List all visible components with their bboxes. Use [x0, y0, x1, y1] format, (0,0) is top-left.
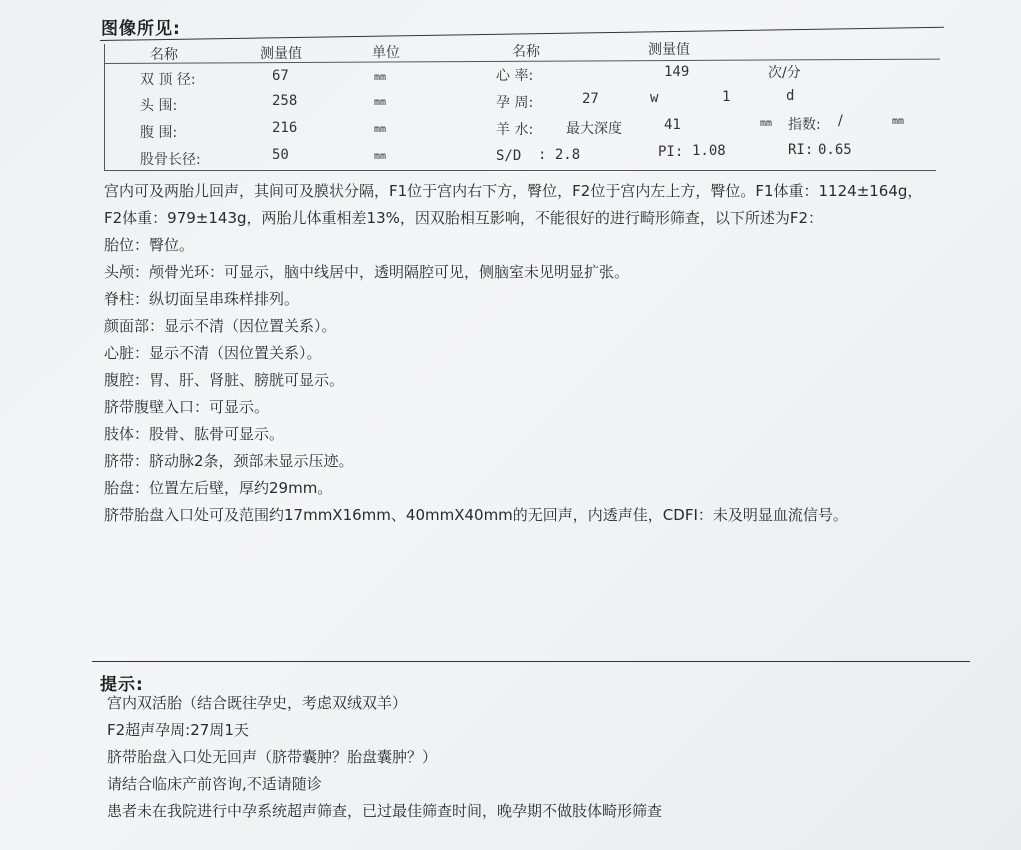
findings-title: 图像所见:	[101, 19, 181, 39]
tip-line: 请结合临床产前咨询,不适请随诊	[107, 775, 322, 793]
limb-findings: 肢体：股骨、肱骨可显示。	[104, 425, 285, 443]
head-circ-label: 头 围:	[140, 98, 178, 114]
heart-rate-unit: 次/分	[768, 65, 801, 81]
header-left-value: 测量值	[260, 46, 302, 62]
title-rule	[100, 27, 944, 41]
placenta-findings: 胎盘：位置左后壁，厚约29mm。	[104, 479, 333, 497]
spine-findings: 脊柱：纵切面呈串珠样排列。	[104, 290, 300, 308]
heart-findings: 心脏：显示不清（因位置关系）。	[104, 344, 322, 362]
tip-line: 宫内双活胎（结合既往孕史，考虑双绒双羊）	[107, 694, 408, 712]
amniotic-index-unit: mm	[892, 116, 905, 127]
header-right-value: 测量值	[648, 42, 690, 58]
ga-days-value: 1	[722, 89, 731, 105]
tip-line: 患者未在我院进行中孕系统超声筛查，已过最佳筛查时间，晚孕期不做肢体畸形筛查	[107, 802, 663, 820]
findings-paragraph: 宫内可及两胎儿回声，其间可及膜状分隔，F1位于宫内右下方，臀位，F2位于宫内左上方，臀位。F1体重：1124±164g，F2体重：979±143g，两胎儿体重相差13%，因双胎相互影响，不能很好的进行畸形筛查，以下所述为F2：	[104, 182, 923, 227]
umbilical-cord-findings: 脐带：脐动脉2条，颈部未显示压迹。	[104, 452, 354, 470]
amniotic-label: 羊 水:	[496, 122, 534, 138]
table-bottom-rule	[104, 170, 936, 171]
pi-label: PI:	[658, 144, 684, 160]
cord-insertion-findings: 脐带腹壁入口：可显示。	[104, 398, 270, 416]
ga-days-unit: d	[786, 88, 795, 104]
femur-length-label: 股骨长径:	[140, 152, 201, 168]
amniotic-index-value: /	[838, 113, 843, 129]
gestational-age-label: 孕 周:	[496, 95, 534, 111]
femur-length-value: 50	[272, 147, 289, 163]
header-right-name: 名称	[512, 44, 540, 60]
ga-weeks-unit: w	[650, 90, 659, 106]
face-findings: 颜面部：显示不清（因位置关系）。	[104, 317, 337, 335]
tips-list	[107, 690, 907, 825]
tip-line: 脐带胎盘入口处无回声（脐带囊肿？胎盘囊肿？）	[107, 748, 438, 766]
ri-value: 0.65	[818, 142, 852, 158]
findings-description	[104, 178, 924, 529]
ga-weeks-value: 27	[582, 91, 599, 107]
header-left-unit: 单位	[372, 45, 400, 61]
ri-label: RI:	[788, 142, 814, 158]
tips-rule	[92, 661, 970, 662]
abdominal-circ-unit: mm	[374, 124, 387, 135]
amniotic-value: 41	[664, 117, 681, 133]
pi-value: 1.08	[692, 143, 726, 159]
sd-label: S/D	[496, 148, 522, 164]
femur-length-unit: mm	[374, 151, 387, 162]
header-left-name: 名称	[150, 47, 178, 63]
heart-rate-label: 心 率:	[496, 68, 534, 84]
amniotic-index-label: 指数:	[788, 117, 821, 133]
amniotic-unit: mm	[760, 118, 773, 129]
heart-rate-value: 149	[664, 64, 690, 80]
abdomen-findings: 腹腔：胃、肝、肾脏、膀胱可显示。	[104, 371, 345, 389]
biparietal-unit: mm	[374, 72, 387, 83]
biparietal-label: 双 顶 径:	[140, 72, 196, 88]
abdominal-circ-value: 216	[272, 120, 298, 136]
tips-title: 提示:	[100, 675, 144, 695]
head-circ-unit: mm	[374, 97, 387, 108]
sd-value: : 2.8	[538, 147, 581, 163]
amniotic-max-depth-label: 最大深度	[566, 121, 622, 137]
fetal-position: 胎位：臀位。	[104, 236, 195, 254]
head-circ-value: 258	[272, 93, 298, 109]
biparietal-value: 67	[272, 68, 289, 84]
skull-findings: 头颅：颅骨光环：可显示，脑中线居中，透明隔腔可见，侧脑室未见明显扩张。	[104, 263, 630, 281]
abdominal-circ-label: 腹 围:	[140, 125, 178, 141]
cord-placenta-cyst-findings: 脐带胎盘入口处可及范围约17mmX16mm、40mmX40mm的无回声，内透声佳，CDFI：未及明显血流信号。	[104, 506, 848, 524]
tip-line: F2超声孕周:27周1天	[107, 721, 249, 739]
